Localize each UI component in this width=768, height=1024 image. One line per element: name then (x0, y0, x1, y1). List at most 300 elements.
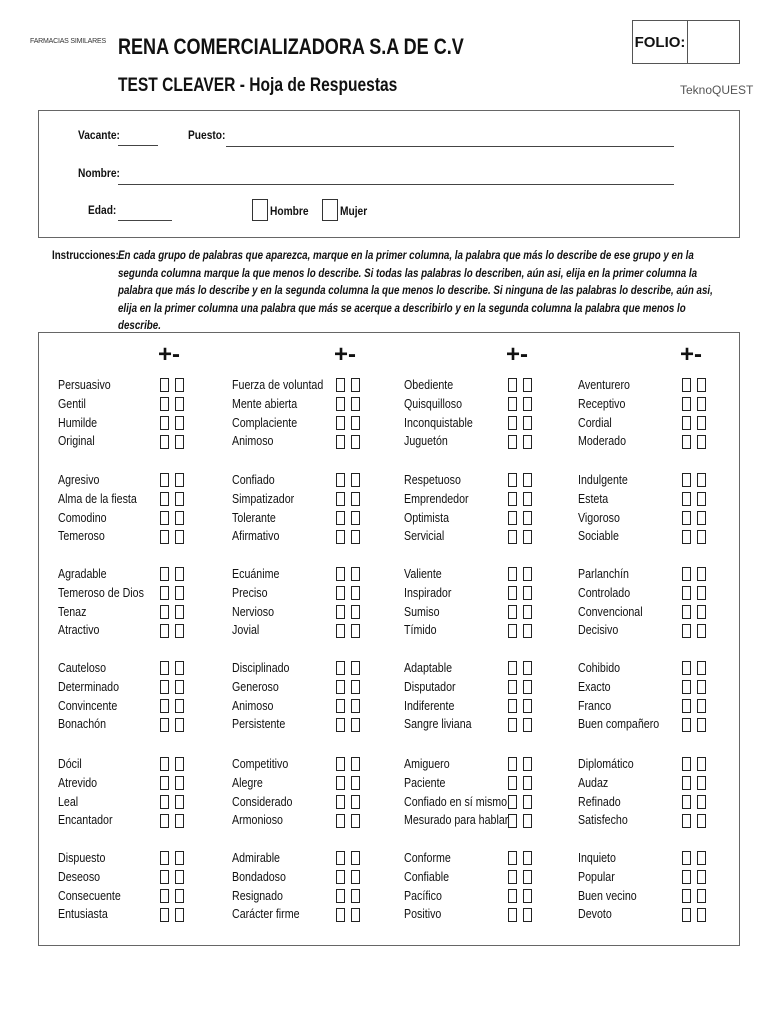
least-checkbox[interactable] (523, 889, 532, 903)
most-checkbox[interactable] (682, 870, 691, 884)
answer-checkbox-pair (682, 774, 706, 793)
least-checkbox[interactable] (351, 795, 360, 809)
least-checkbox[interactable] (175, 511, 184, 525)
most-checkbox[interactable] (336, 435, 345, 449)
most-checkbox[interactable] (336, 776, 345, 790)
word-label: Nervioso (232, 603, 275, 619)
least-checkbox[interactable] (697, 567, 706, 581)
most-checkbox[interactable] (508, 586, 517, 600)
answer-checkbox-pair (508, 395, 532, 414)
edad-field[interactable] (118, 220, 172, 221)
most-checkbox[interactable] (508, 757, 517, 771)
most-checkbox[interactable] (160, 435, 169, 449)
least-checkbox[interactable] (523, 416, 532, 430)
least-checkbox[interactable] (351, 435, 360, 449)
most-checkbox[interactable] (160, 680, 169, 694)
least-checkbox[interactable] (175, 586, 184, 600)
least-checkbox[interactable] (175, 718, 184, 732)
answer-checkbox-pair (336, 395, 360, 414)
most-checkbox[interactable] (336, 586, 345, 600)
word-label: Adaptable (404, 660, 453, 675)
least-checkbox[interactable] (697, 889, 706, 903)
word-label: Persuasivo (58, 377, 111, 392)
word-label: Convencional (578, 603, 643, 619)
least-checkbox[interactable] (175, 795, 184, 809)
most-checkbox[interactable] (160, 889, 169, 903)
puesto-field[interactable] (226, 146, 674, 147)
least-checkbox[interactable] (175, 397, 184, 411)
most-checkbox[interactable] (336, 718, 345, 732)
answer-checkbox-pair (336, 793, 360, 812)
word-label: Jovial (232, 622, 260, 638)
least-checkbox[interactable] (175, 851, 184, 865)
least-checkbox[interactable] (175, 699, 184, 713)
least-checkbox[interactable] (523, 511, 532, 525)
answer-checkbox-pair (508, 376, 532, 395)
answer-checkbox-pair (508, 565, 532, 584)
answer-checkbox-pair (336, 376, 360, 395)
word-label: Dócil (58, 756, 82, 771)
least-checkbox[interactable] (697, 661, 706, 675)
most-checkbox[interactable] (160, 397, 169, 411)
answer-checkbox-pair (336, 774, 360, 793)
least-checkbox[interactable] (697, 473, 706, 487)
puesto-label: Puesto: (188, 128, 226, 142)
most-checkbox[interactable] (160, 492, 169, 506)
least-checkbox[interactable] (523, 586, 532, 600)
most-checkbox[interactable] (682, 718, 691, 732)
most-checkbox[interactable] (160, 699, 169, 713)
most-checkbox[interactable] (682, 908, 691, 922)
most-checkbox[interactable] (682, 473, 691, 487)
most-checkbox[interactable] (508, 776, 517, 790)
word-label: Servicial (404, 528, 445, 544)
answer-checkbox-pair (160, 584, 184, 603)
word-label: Complaciente (232, 414, 298, 430)
most-checkbox[interactable] (336, 416, 345, 430)
word-label: Afirmativo (232, 528, 280, 544)
least-checkbox[interactable] (175, 624, 184, 638)
most-checkbox[interactable] (682, 530, 691, 544)
most-checkbox[interactable] (336, 378, 345, 392)
least-checkbox[interactable] (351, 530, 360, 544)
least-checkbox[interactable] (175, 757, 184, 771)
least-checkbox[interactable] (175, 776, 184, 790)
least-checkbox[interactable] (523, 435, 532, 449)
least-checkbox[interactable] (523, 908, 532, 922)
most-checkbox[interactable] (336, 605, 345, 619)
least-checkbox[interactable] (523, 680, 532, 694)
answer-checkbox-pair (682, 414, 706, 433)
least-checkbox[interactable] (351, 605, 360, 619)
most-checkbox[interactable] (160, 567, 169, 581)
answer-checkbox-pair (508, 811, 532, 830)
least-checkbox[interactable] (351, 416, 360, 430)
most-checkbox[interactable] (682, 680, 691, 694)
least-checkbox[interactable] (351, 718, 360, 732)
least-checkbox[interactable] (351, 624, 360, 638)
least-checkbox[interactable] (697, 435, 706, 449)
answer-checkbox-pair (336, 868, 360, 887)
most-checkbox[interactable] (508, 378, 517, 392)
most-checkbox[interactable] (336, 870, 345, 884)
word-label: Audaz (578, 774, 609, 790)
word-label: Consecuente (58, 887, 121, 903)
answer-checkbox-pair (682, 715, 706, 734)
plus-minus-header: +- (158, 341, 181, 368)
answer-checkbox-pair (508, 678, 532, 697)
most-checkbox[interactable] (682, 605, 691, 619)
word-label: Temeroso (58, 528, 105, 544)
least-checkbox[interactable] (523, 814, 532, 828)
word-label: Cordial (578, 414, 612, 430)
folio-box[interactable] (632, 20, 740, 64)
most-checkbox[interactable] (508, 889, 517, 903)
most-checkbox[interactable] (160, 718, 169, 732)
answer-checkbox-pair (682, 755, 706, 774)
most-checkbox[interactable] (682, 776, 691, 790)
most-checkbox[interactable] (682, 661, 691, 675)
answer-checkbox-pair (508, 527, 532, 546)
vacante-field[interactable] (118, 145, 158, 146)
least-checkbox[interactable] (523, 473, 532, 487)
least-checkbox[interactable] (523, 699, 532, 713)
most-checkbox[interactable] (682, 699, 691, 713)
answer-checkbox-pair (160, 811, 184, 830)
brand-mark (680, 83, 753, 97)
answer-checkbox-pair (160, 621, 184, 640)
most-checkbox[interactable] (160, 605, 169, 619)
most-checkbox[interactable] (336, 661, 345, 675)
least-checkbox[interactable] (351, 908, 360, 922)
least-checkbox[interactable] (351, 661, 360, 675)
most-checkbox[interactable] (336, 680, 345, 694)
most-checkbox[interactable] (336, 473, 345, 487)
answer-checkbox-pair (160, 603, 184, 622)
least-checkbox[interactable] (697, 908, 706, 922)
most-checkbox[interactable] (508, 397, 517, 411)
most-checkbox[interactable] (682, 378, 691, 392)
most-checkbox[interactable] (682, 889, 691, 903)
most-checkbox[interactable] (682, 814, 691, 828)
answer-checkbox-pair (336, 849, 360, 868)
word-label: Quisquilloso (404, 395, 463, 411)
least-checkbox[interactable] (697, 795, 706, 809)
plus-minus-header: +- (506, 341, 529, 368)
answer-checkbox-pair (160, 755, 184, 774)
most-checkbox[interactable] (336, 492, 345, 506)
most-checkbox[interactable] (160, 757, 169, 771)
least-checkbox[interactable] (351, 378, 360, 392)
most-checkbox[interactable] (682, 567, 691, 581)
most-checkbox[interactable] (508, 699, 517, 713)
most-checkbox[interactable] (160, 530, 169, 544)
answer-checkbox-pair (508, 793, 532, 812)
most-checkbox[interactable] (336, 814, 345, 828)
answer-checkbox-pair (682, 793, 706, 812)
least-checkbox[interactable] (697, 776, 706, 790)
least-checkbox[interactable] (175, 870, 184, 884)
most-checkbox[interactable] (508, 511, 517, 525)
most-checkbox[interactable] (160, 586, 169, 600)
most-checkbox[interactable] (508, 435, 517, 449)
most-checkbox[interactable] (160, 378, 169, 392)
answer-checkbox-pair (336, 755, 360, 774)
least-checkbox[interactable] (175, 492, 184, 506)
most-checkbox[interactable] (682, 416, 691, 430)
least-checkbox[interactable] (175, 889, 184, 903)
answer-checkbox-pair (160, 793, 184, 812)
most-checkbox[interactable] (160, 795, 169, 809)
most-checkbox[interactable] (336, 757, 345, 771)
most-checkbox[interactable] (160, 473, 169, 487)
least-checkbox[interactable] (175, 435, 184, 449)
word-label: Disciplinado (232, 660, 290, 675)
answer-checkbox-pair (682, 678, 706, 697)
most-checkbox[interactable] (508, 567, 517, 581)
most-checkbox[interactable] (160, 851, 169, 865)
word-label: Dispuesto (58, 850, 106, 865)
least-checkbox[interactable] (175, 814, 184, 828)
word-label: Convincente (58, 697, 118, 713)
least-checkbox[interactable] (523, 757, 532, 771)
answer-checkbox-pair (336, 471, 360, 490)
least-checkbox[interactable] (351, 473, 360, 487)
personal-data-box (38, 110, 740, 238)
most-checkbox[interactable] (508, 870, 517, 884)
answer-checkbox-pair (682, 432, 706, 451)
most-checkbox[interactable] (508, 473, 517, 487)
least-checkbox[interactable] (175, 473, 184, 487)
word-label: Tenaz (58, 603, 87, 619)
most-checkbox[interactable] (508, 661, 517, 675)
most-checkbox[interactable] (160, 661, 169, 675)
least-checkbox[interactable] (175, 605, 184, 619)
hombre-checkbox[interactable] (252, 199, 268, 221)
least-checkbox[interactable] (351, 757, 360, 771)
answer-checkbox-pair (160, 697, 184, 716)
vacante-label: Vacante: (78, 128, 120, 142)
most-checkbox[interactable] (336, 908, 345, 922)
answer-checkbox-pair (682, 905, 706, 924)
most-checkbox[interactable] (336, 567, 345, 581)
company-logo (30, 38, 114, 58)
least-checkbox[interactable] (523, 776, 532, 790)
most-checkbox[interactable] (508, 814, 517, 828)
least-checkbox[interactable] (175, 567, 184, 581)
brand-tekno: Tekno (680, 83, 713, 97)
most-checkbox[interactable] (682, 586, 691, 600)
answer-checkbox-pair (682, 509, 706, 528)
least-checkbox[interactable] (523, 605, 532, 619)
word-label: Tímido (404, 622, 437, 638)
most-checkbox[interactable] (336, 699, 345, 713)
answer-checkbox-pair (336, 527, 360, 546)
answer-checkbox-pair (336, 811, 360, 830)
answer-checkbox-pair (508, 755, 532, 774)
least-checkbox[interactable] (697, 680, 706, 694)
least-checkbox[interactable] (697, 586, 706, 600)
least-checkbox[interactable] (351, 511, 360, 525)
instructions-label: Instrucciones: (52, 250, 119, 262)
least-checkbox[interactable] (523, 624, 532, 638)
least-checkbox[interactable] (697, 624, 706, 638)
most-checkbox[interactable] (508, 795, 517, 809)
most-checkbox[interactable] (682, 492, 691, 506)
least-checkbox[interactable] (523, 397, 532, 411)
answer-checkbox-pair (682, 868, 706, 887)
word-label: Original (58, 433, 95, 449)
answer-checkbox-pair (682, 697, 706, 716)
least-checkbox[interactable] (523, 795, 532, 809)
least-checkbox[interactable] (697, 492, 706, 506)
word-label: Optimista (404, 509, 450, 525)
least-checkbox[interactable] (697, 397, 706, 411)
word-label: Paciente (404, 774, 446, 790)
least-checkbox[interactable] (523, 492, 532, 506)
least-checkbox[interactable] (523, 378, 532, 392)
least-checkbox[interactable] (351, 814, 360, 828)
most-checkbox[interactable] (336, 397, 345, 411)
least-checkbox[interactable] (697, 814, 706, 828)
most-checkbox[interactable] (160, 814, 169, 828)
least-checkbox[interactable] (697, 605, 706, 619)
most-checkbox[interactable] (508, 908, 517, 922)
most-checkbox[interactable] (160, 908, 169, 922)
least-checkbox[interactable] (697, 511, 706, 525)
least-checkbox[interactable] (697, 851, 706, 865)
word-label: Respetuoso (404, 472, 461, 487)
least-checkbox[interactable] (523, 870, 532, 884)
least-checkbox[interactable] (523, 530, 532, 544)
least-checkbox[interactable] (351, 586, 360, 600)
least-checkbox[interactable] (523, 567, 532, 581)
most-checkbox[interactable] (336, 530, 345, 544)
least-checkbox[interactable] (351, 397, 360, 411)
word-label: Valiente (404, 566, 442, 581)
most-checkbox[interactable] (508, 492, 517, 506)
answer-checkbox-pair (508, 849, 532, 868)
word-label: Popular (578, 868, 615, 884)
least-checkbox[interactable] (351, 492, 360, 506)
least-checkbox[interactable] (523, 661, 532, 675)
least-checkbox[interactable] (523, 718, 532, 732)
most-checkbox[interactable] (336, 624, 345, 638)
plus-minus-header: +- (680, 341, 703, 368)
answer-checkbox-pair (682, 471, 706, 490)
word-label: Leal (58, 793, 79, 809)
word-label: Receptivo (578, 395, 626, 411)
most-checkbox[interactable] (336, 511, 345, 525)
most-checkbox[interactable] (336, 851, 345, 865)
word-label: Inconquistable (404, 414, 473, 430)
least-checkbox[interactable] (351, 680, 360, 694)
answer-checkbox-pair (336, 659, 360, 678)
word-label: Atractivo (58, 622, 100, 638)
word-label: Sumiso (404, 603, 440, 619)
least-checkbox[interactable] (697, 378, 706, 392)
logo-text: FARMACIAS SIMILARES (30, 38, 106, 45)
answer-checkbox-pair (682, 659, 706, 678)
word-label: Deseoso (58, 868, 101, 884)
most-checkbox[interactable] (682, 511, 691, 525)
least-checkbox[interactable] (697, 416, 706, 430)
least-checkbox[interactable] (175, 378, 184, 392)
most-checkbox[interactable] (508, 680, 517, 694)
least-checkbox[interactable] (351, 851, 360, 865)
word-label: Indulgente (578, 472, 628, 487)
least-checkbox[interactable] (351, 699, 360, 713)
least-checkbox[interactable] (351, 776, 360, 790)
least-checkbox[interactable] (697, 870, 706, 884)
least-checkbox[interactable] (697, 757, 706, 771)
least-checkbox[interactable] (175, 416, 184, 430)
answer-checkbox-pair (160, 774, 184, 793)
folio-field[interactable] (688, 21, 739, 63)
edad-label: Edad: (88, 203, 117, 217)
least-checkbox[interactable] (697, 530, 706, 544)
least-checkbox[interactable] (175, 661, 184, 675)
most-checkbox[interactable] (160, 416, 169, 430)
nombre-field[interactable] (118, 184, 674, 185)
word-label: Conforme (404, 850, 451, 865)
least-checkbox[interactable] (351, 870, 360, 884)
most-checkbox[interactable] (682, 795, 691, 809)
most-checkbox[interactable] (508, 605, 517, 619)
most-checkbox[interactable] (160, 870, 169, 884)
word-label: Obediente (404, 377, 454, 392)
least-checkbox[interactable] (697, 699, 706, 713)
least-checkbox[interactable] (351, 567, 360, 581)
answer-checkbox-pair (336, 432, 360, 451)
word-label: Pacífico (404, 887, 442, 903)
most-checkbox[interactable] (508, 530, 517, 544)
least-checkbox[interactable] (175, 530, 184, 544)
most-checkbox[interactable] (682, 397, 691, 411)
word-label: Temeroso de Dios (58, 584, 144, 600)
most-checkbox[interactable] (508, 851, 517, 865)
most-checkbox[interactable] (336, 795, 345, 809)
answer-checkbox-pair (508, 868, 532, 887)
word-label: Encantador (58, 812, 113, 828)
least-checkbox[interactable] (175, 908, 184, 922)
answer-checkbox-pair (336, 621, 360, 640)
most-checkbox[interactable] (508, 718, 517, 732)
answer-checkbox-pair (160, 678, 184, 697)
most-checkbox[interactable] (682, 757, 691, 771)
most-checkbox[interactable] (160, 511, 169, 525)
most-checkbox[interactable] (508, 416, 517, 430)
most-checkbox[interactable] (336, 889, 345, 903)
most-checkbox[interactable] (508, 624, 517, 638)
least-checkbox[interactable] (351, 889, 360, 903)
least-checkbox[interactable] (523, 851, 532, 865)
most-checkbox[interactable] (160, 624, 169, 638)
answer-checkbox-pair (682, 887, 706, 906)
most-checkbox[interactable] (682, 435, 691, 449)
mujer-checkbox[interactable] (322, 199, 338, 221)
least-checkbox[interactable] (697, 718, 706, 732)
least-checkbox[interactable] (175, 680, 184, 694)
answer-checkbox-pair (160, 868, 184, 887)
answer-checkbox-pair (160, 509, 184, 528)
most-checkbox[interactable] (160, 776, 169, 790)
word-label: Positivo (404, 906, 442, 922)
most-checkbox[interactable] (682, 851, 691, 865)
answer-checkbox-pair (160, 376, 184, 395)
most-checkbox[interactable] (682, 624, 691, 638)
answer-checkbox-pair (160, 715, 184, 734)
